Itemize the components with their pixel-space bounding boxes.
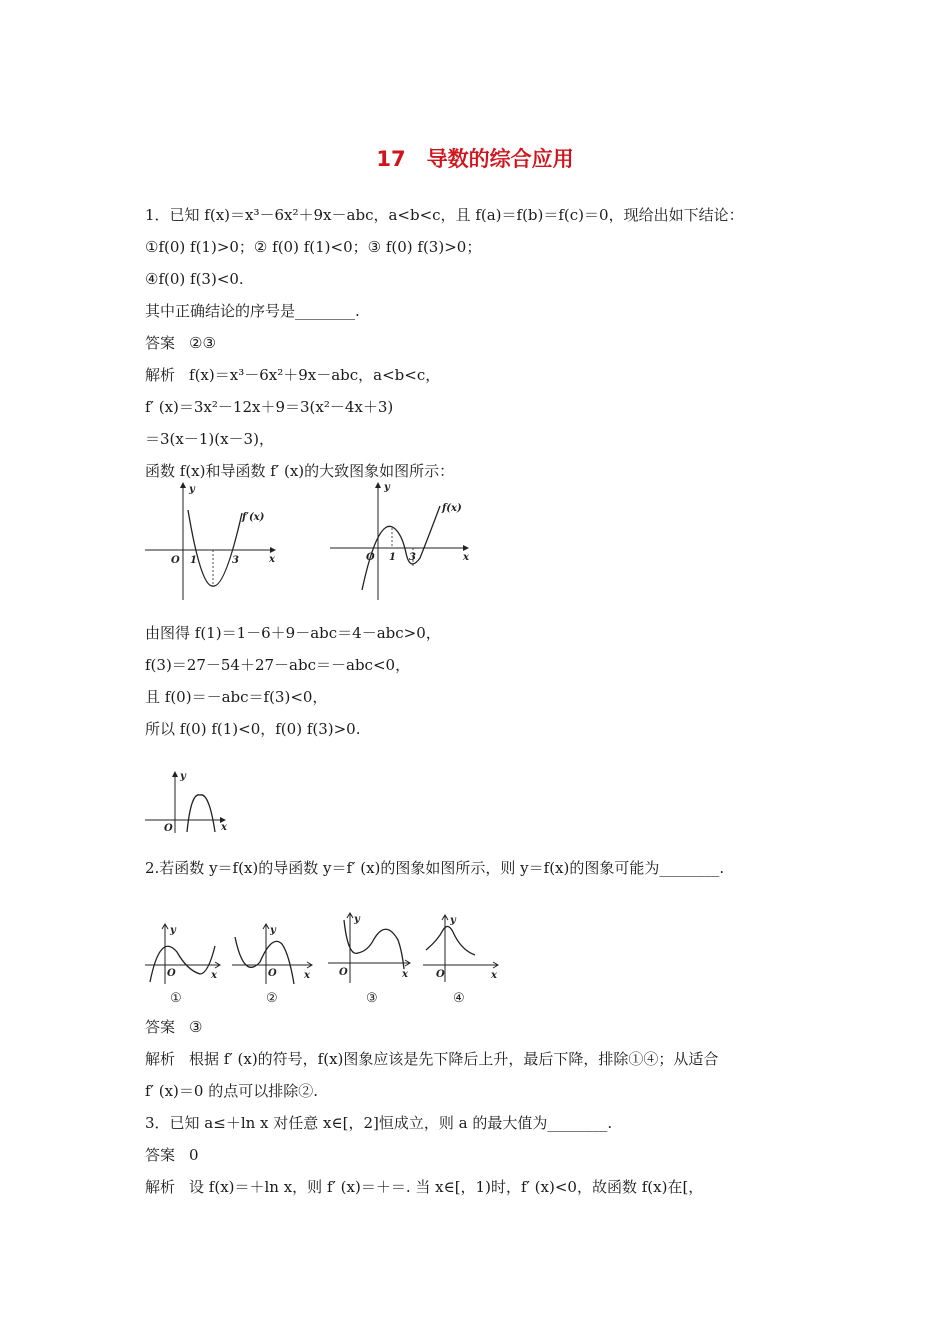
q1-analysis-2: f′ (x)＝3x²－12x＋9＝3(x²－4x＋3) — [145, 398, 394, 416]
analysis-text: 设 f(x)＝＋ln x，则 f′ (x)＝＋＝. 当 x∈[，1)时，f′ (x)<0，故函数 f(x)在[， — [189, 1178, 704, 1196]
answer-value: 0 — [189, 1146, 199, 1164]
x-label: x — [402, 969, 408, 980]
option-caption: ① — [170, 991, 182, 1006]
q2-option-3-graph — [328, 905, 416, 1007]
option-caption: ② — [266, 991, 278, 1006]
y-label: y — [170, 925, 176, 936]
x-label: x — [463, 552, 469, 563]
x-label: x — [221, 822, 227, 833]
y-label: y — [450, 915, 456, 926]
q2-derivative-graph — [145, 770, 240, 835]
x-label: x — [304, 970, 310, 981]
q3-analysis-1 — [145, 1177, 703, 1197]
curve-label: f(x) — [442, 503, 462, 514]
analysis-label: 解析 — [145, 1050, 176, 1068]
q1-analysis-5: 由图得 f(1)＝1－6＋9－abc＝4－abc>0， — [145, 624, 441, 642]
tick-3-label: 3 — [409, 552, 416, 563]
tick-1-label: 1 — [190, 555, 197, 566]
q2-answer — [145, 1017, 202, 1037]
tick-3-label: 3 — [232, 555, 239, 566]
q2-derivative-curve — [187, 795, 215, 832]
q1-answer — [145, 333, 216, 353]
analysis-text: f(x)＝x³－6x²＋9x－abc，a<b<c， — [189, 366, 441, 384]
y-label: y — [189, 484, 195, 495]
q1-analysis-1 — [145, 365, 440, 385]
page-title: 17 导数的综合应用 — [376, 147, 574, 171]
x-label: x — [211, 970, 217, 981]
origin-label: O — [339, 967, 348, 978]
q2-stem: 2.若函数 y＝f(x)的导函数 y＝f′ (x)的图象如图所示，则 y＝f(x)的图象可能为________. — [145, 859, 725, 877]
derivative-curve — [188, 510, 242, 586]
analysis-text: 根据 f′ (x)的符号，f(x)图象应该是先下降后上升，最后下降，排除①④；从适合 — [189, 1050, 719, 1068]
q2-option-4-graph — [423, 910, 503, 1007]
analysis-label: 解析 — [145, 1178, 176, 1196]
origin-label: O — [268, 968, 277, 979]
answer-label: 答案 — [145, 1146, 176, 1164]
x-label: x — [491, 970, 497, 981]
origin-label: O — [436, 969, 445, 980]
q1-options: ①f(0) f(1)>0；② f(0) f(1)<0；③ f(0) f(3)>0； — [145, 238, 482, 256]
q1-option-4: ④f(0) f(3)<0. — [145, 270, 244, 288]
origin-label: O — [164, 823, 173, 834]
option-caption: ④ — [453, 991, 465, 1006]
q1-analysis-7: 且 f(0)＝－abc＝f(3)<0， — [145, 688, 328, 706]
q3-stem: 3．已知 a≤＋ln x 对任意 x∈[，2]恒成立，则 a 的最大值为________. — [145, 1114, 613, 1132]
q3-answer — [145, 1145, 199, 1165]
answer-label: 答案 — [145, 1018, 176, 1036]
origin-label: O — [171, 555, 180, 566]
y-label: y — [180, 771, 186, 782]
q1-analysis-3: ＝3(x－1)(x－3)， — [145, 430, 274, 448]
function-graph — [330, 478, 475, 603]
y-label: y — [270, 925, 276, 936]
curve-label: f′(x) — [242, 512, 265, 523]
q2-option-2-graph — [232, 912, 320, 1007]
origin-label: O — [167, 968, 176, 979]
q1-stem: 1．已知 f(x)＝x³－6x²＋9x－abc，a<b<c，且 f(a)＝f(b)＝f(c)＝0，现给出如下结论： — [145, 206, 744, 224]
tick-1-label: 1 — [389, 552, 396, 563]
answer-value: ②③ — [189, 334, 216, 352]
answer-label: 答案 — [145, 334, 176, 352]
q2-analysis-1 — [145, 1049, 718, 1069]
option-caption: ③ — [366, 991, 378, 1006]
q1-analysis-6: f(3)＝27－54＋27－abc＝－abc<0， — [145, 656, 411, 674]
q1-ask: 其中正确结论的序号是________. — [145, 302, 360, 320]
origin-label: O — [366, 552, 375, 563]
y-label: y — [354, 914, 360, 925]
q2-analysis-2: f′ (x)＝0 的点可以排除②. — [145, 1082, 318, 1100]
q2-option-1-graph — [145, 912, 225, 1007]
q1-analysis-8: 所以 f(0) f(1)<0，f(0) f(3)>0. — [145, 720, 361, 738]
x-label: x — [269, 554, 275, 565]
y-label: y — [384, 482, 390, 493]
q1-analysis-4: 函数 f(x)和导函数 f′ (x)的大致图象如图所示： — [145, 462, 455, 480]
derivative-graph — [145, 478, 285, 603]
answer-value: ③ — [189, 1018, 203, 1036]
analysis-label: 解析 — [145, 366, 176, 384]
